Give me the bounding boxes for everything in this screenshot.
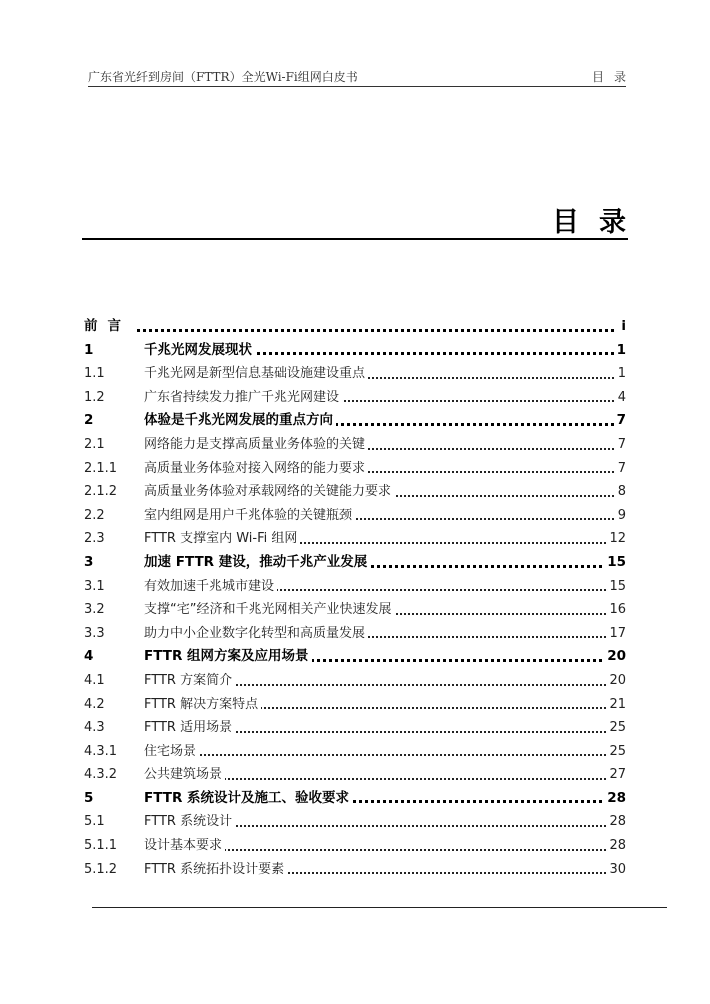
toc-entry-number: 3 xyxy=(84,553,94,570)
header-document-title: 广东省光纤到房间（FTTR）全光Wi-Fi组网白皮书 xyxy=(88,70,358,84)
toc-entry-title: 有效加速千兆城市建设 xyxy=(144,575,277,599)
toc-entry-number: 3.1 xyxy=(84,578,105,594)
toc-entry-page: 30 xyxy=(607,858,626,882)
toc-entry-page: 15 xyxy=(607,575,626,599)
toc-entry-page: 28 xyxy=(605,787,626,811)
toc-entry-title: 体验是千兆光网发展的重点方向 xyxy=(144,409,336,433)
table-of-contents xyxy=(84,315,626,881)
toc-entry-number: 5 xyxy=(84,789,94,806)
toc-entry-number: 2 xyxy=(84,412,94,429)
toc-entry-page: 7 xyxy=(616,457,626,481)
toc-entry[interactable] xyxy=(84,457,626,481)
toc-entry-title: FTTR 组网方案及应用场景 xyxy=(144,645,312,669)
toc-entry[interactable] xyxy=(84,315,626,339)
toc-entry-number: 4.3.2 xyxy=(84,767,118,783)
toc-entry-title: 高质量业务体验对承载网络的关键能力要求 xyxy=(144,480,394,504)
toc-entry[interactable] xyxy=(84,622,626,646)
toc-entry-number: 3.3 xyxy=(84,625,105,641)
toc-entry-number: 2.1.1 xyxy=(84,460,118,476)
toc-entry[interactable] xyxy=(84,787,626,811)
toc-entry-page: 17 xyxy=(607,622,626,646)
toc-entry-number: 4 xyxy=(84,648,94,665)
toc-entry-number: 5.1 xyxy=(84,814,105,830)
toc-entry-page: 1 xyxy=(615,339,626,363)
toc-dot-leader xyxy=(144,754,614,756)
title-divider xyxy=(82,238,628,240)
toc-entry[interactable] xyxy=(84,551,626,575)
toc-entry[interactable] xyxy=(84,645,626,669)
toc-entry-title: 前言 xyxy=(84,315,134,339)
toc-entry-number: 4.2 xyxy=(84,696,105,712)
toc-entry-title: FTTR 系统拓扑设计要素 xyxy=(144,858,287,882)
toc-entry-title: FTTR 系统设计及施工、验收要求 xyxy=(144,787,352,811)
toc-entry-page: 7 xyxy=(616,433,626,457)
toc-entry[interactable] xyxy=(84,763,626,787)
toc-entry-title: 千兆光网发展现状 xyxy=(144,339,255,363)
toc-entry-page: 7 xyxy=(615,409,626,433)
toc-entry[interactable] xyxy=(84,386,626,410)
toc-entry-number: 1 xyxy=(84,341,94,358)
toc-entry-page: 15 xyxy=(605,551,626,575)
toc-entry-title: 住宅场景 xyxy=(144,740,199,764)
toc-entry-page: 20 xyxy=(607,669,626,693)
toc-entry-title: FTTR 适用场景 xyxy=(144,716,235,740)
toc-entry-number: 4.1 xyxy=(84,672,105,688)
toc-entry-title: 广东省持续发力推广千兆光网建设 xyxy=(144,386,342,410)
toc-entry-title: FTTR 支撑室内 Wi-Fi 组网 xyxy=(144,527,300,551)
toc-entry-page: 16 xyxy=(607,598,626,622)
toc-entry-page: 8 xyxy=(616,480,626,504)
page-header xyxy=(88,66,636,87)
toc-entry-title: 支撑“宅”经济和千兆光网相关产业快速发展 xyxy=(144,598,394,622)
toc-entry-number: 3.2 xyxy=(84,602,105,618)
toc-entry-title: FTTR 方案简介 xyxy=(144,669,235,693)
toc-entry[interactable] xyxy=(84,575,626,599)
toc-entry-page: 28 xyxy=(607,810,626,834)
toc-entry[interactable] xyxy=(84,834,626,858)
toc-entry-page: 4 xyxy=(616,386,626,410)
toc-entry-page: 27 xyxy=(607,763,626,787)
toc-entry-page: 1 xyxy=(616,362,626,386)
toc-entry-page: 9 xyxy=(616,504,626,528)
toc-entry[interactable] xyxy=(84,598,626,622)
toc-entry-title: 网络能力是支撑高质量业务体验的关键 xyxy=(144,433,368,457)
toc-entry-title: 设计基本要求 xyxy=(144,834,225,858)
toc-entry[interactable] xyxy=(84,362,626,386)
toc-entry[interactable] xyxy=(84,480,626,504)
toc-entry[interactable] xyxy=(84,409,626,433)
toc-entry[interactable] xyxy=(84,527,626,551)
toc-entry-number: 5.1.1 xyxy=(84,838,118,854)
toc-entry-number: 1.2 xyxy=(84,389,105,405)
footer-divider xyxy=(92,907,667,908)
toc-entry-number: 2.1.2 xyxy=(84,484,118,500)
toc-entry[interactable] xyxy=(84,339,626,363)
toc-entry-title: FTTR 系统设计 xyxy=(144,810,235,834)
toc-entry-number: 4.3 xyxy=(84,720,105,736)
toc-entry[interactable] xyxy=(84,740,626,764)
toc-entry-title: 高质量业务体验对接入网络的能力要求 xyxy=(144,457,368,481)
toc-entry-page: 25 xyxy=(607,716,626,740)
toc-entry[interactable] xyxy=(84,504,626,528)
toc-entry-page: 28 xyxy=(607,834,626,858)
toc-entry[interactable] xyxy=(84,716,626,740)
toc-entry[interactable] xyxy=(84,810,626,834)
toc-entry[interactable] xyxy=(84,858,626,882)
toc-entry-number: 5.1.2 xyxy=(84,861,118,877)
toc-entry-title: 室内组网是用户千兆体验的关键瓶颈 xyxy=(144,504,355,528)
toc-entry-number: 4.3.1 xyxy=(84,743,118,759)
toc-entry-page: 25 xyxy=(607,740,626,764)
toc-entry-title: 助力中小企业数字化转型和高质量发展 xyxy=(144,622,368,646)
toc-entry[interactable] xyxy=(84,433,626,457)
toc-entry-title: 公共建筑场景 xyxy=(144,763,225,787)
toc-entry-title: FTTR 解决方案特点 xyxy=(144,693,261,717)
toc-entry-number: 2.3 xyxy=(84,531,105,547)
header-section-label: 目录 xyxy=(591,70,636,84)
toc-entry-title: 千兆光网是新型信息基础设施建设重点 xyxy=(144,362,368,386)
toc-entry[interactable] xyxy=(84,669,626,693)
page-title: 目录 xyxy=(552,207,646,238)
toc-entry-page: 20 xyxy=(605,645,626,669)
toc-entry-number: 2.2 xyxy=(84,507,105,523)
toc-entry-number: 1.1 xyxy=(84,366,105,382)
toc-entry-page: 21 xyxy=(607,693,626,717)
toc-entry-number: 2.1 xyxy=(84,436,105,452)
toc-dot-leader xyxy=(114,329,614,332)
toc-entry-title: 加速 FTTR 建设，推动千兆产业发展 xyxy=(144,551,370,575)
toc-entry-page: i xyxy=(619,315,626,339)
toc-entry-page: 12 xyxy=(607,527,626,551)
toc-entry[interactable] xyxy=(84,693,626,717)
